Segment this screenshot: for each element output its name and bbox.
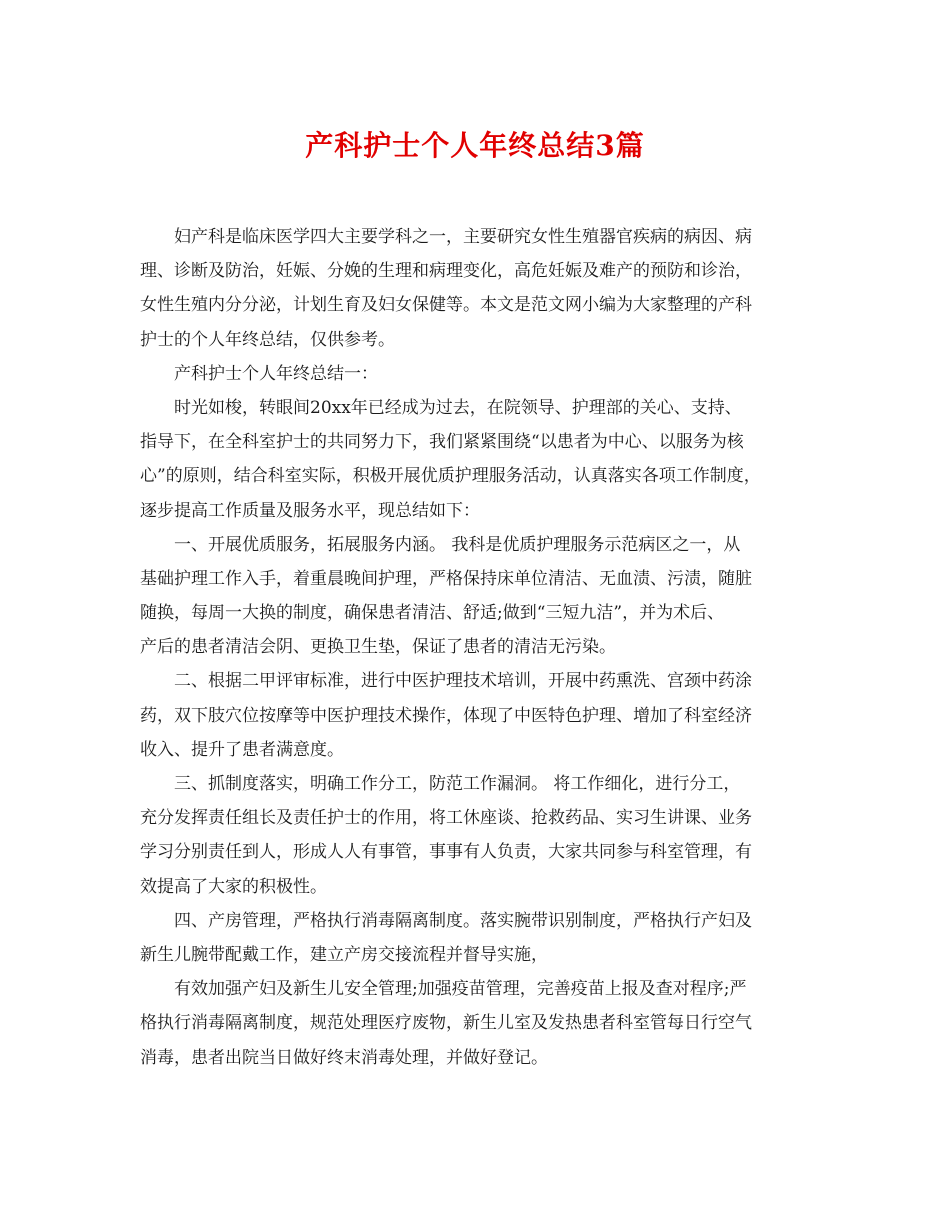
text-line: 学习分别责任到人，形成人人有事管，事事有人负责，大家共同参与科室管理，有 <box>140 842 752 863</box>
text-line: 妇产科是临床医学四大主要学科之一，主要研究女性生殖器官疾病的病因、病 <box>174 227 752 247</box>
text-line: 收入、提升了患者满意度。 <box>140 739 344 760</box>
text-line: 产后的患者清洁会阴、更换卫生垫，保证了患者的清洁无污染。 <box>140 637 616 658</box>
text-line: 女性生殖内分分泌，计划生育及妇女保健等。本文是范文网小编为大家整理的产科 <box>140 295 752 316</box>
text-line: 充分发挥责任组长及责任护士的作用，将工休座谈、抢救药品、实习生讲课、业务 <box>140 808 752 829</box>
text-line: 时光如梭，转眼间20xx年已经成为过去，在院领导、护理部的关心、支持、 <box>174 397 742 418</box>
text-line: 药，双下肢穴位按摩等中医护理技术操作，体现了中医特色护理、增加了科室经济 <box>140 705 752 726</box>
text-line: 格执行消毒隔离制度，规范处理医疗废物，新生儿室及发热患者科室管每日行空气 <box>140 1013 752 1034</box>
document-title: 产科护士个人年终总结3篇 <box>305 129 645 162</box>
text-line: 理、诊断及防治，妊娠、分娩的生理和病理变化，高危妊娠及难产的预防和诊治， <box>140 261 752 282</box>
text-line: 有效加强产妇及新生儿安全管理;加强疫苗管理，完善疫苗上报及查对程序;严 <box>174 979 747 1000</box>
text-line: 二、根据二甲评审标准，进行中医护理技术培训，开展中药熏洗、宫颈中药涂 <box>174 671 752 692</box>
text-line: 指导下，在全科室护士的共同努力下，我们紧紧围绕“以患者为中心、以服务为核 <box>140 432 744 453</box>
text-line: 效提高了大家的积极性。 <box>140 876 327 897</box>
text-line: 一、开展优质服务，拓展服务内涵。 我科是优质护理服务示范病区之一，从 <box>174 534 741 555</box>
text-line: 产科护士个人年终总结一： <box>174 363 378 384</box>
text-line: 新生儿腕带配戴工作，建立产房交接流程并督导实施， <box>140 944 548 965</box>
text-line: 三、抓制度落实，明确工作分工，防范工作漏洞。 将工作细化，进行分工， <box>174 774 741 794</box>
text-line: 心”的原则，结合科室实际，积极开展优质护理服务活动，认真落实各项工作制度， <box>140 466 761 487</box>
text-line: 四、产房管理，严格执行消毒隔离制度。落实腕带识别制度，严格执行产妇及 <box>174 910 752 931</box>
text-line: 随换，每周一大换的制度，确保患者清洁、舒适;做到“三短九洁”，并为术后、 <box>140 603 725 624</box>
text-line: 逐步提高工作质量及服务水平，现总结如下： <box>140 500 480 521</box>
document-body <box>140 220 810 1075</box>
text-line: 消毒，患者出院当日做好终末消毒处理，并做好登记。 <box>140 1047 548 1068</box>
text-line: 基础护理工作入手，着重晨晚间护理，严格保持床单位清洁、无血渍、污渍，随脏 <box>140 568 752 589</box>
text-line: 护士的个人年终总结，仅供参考。 <box>140 329 395 350</box>
